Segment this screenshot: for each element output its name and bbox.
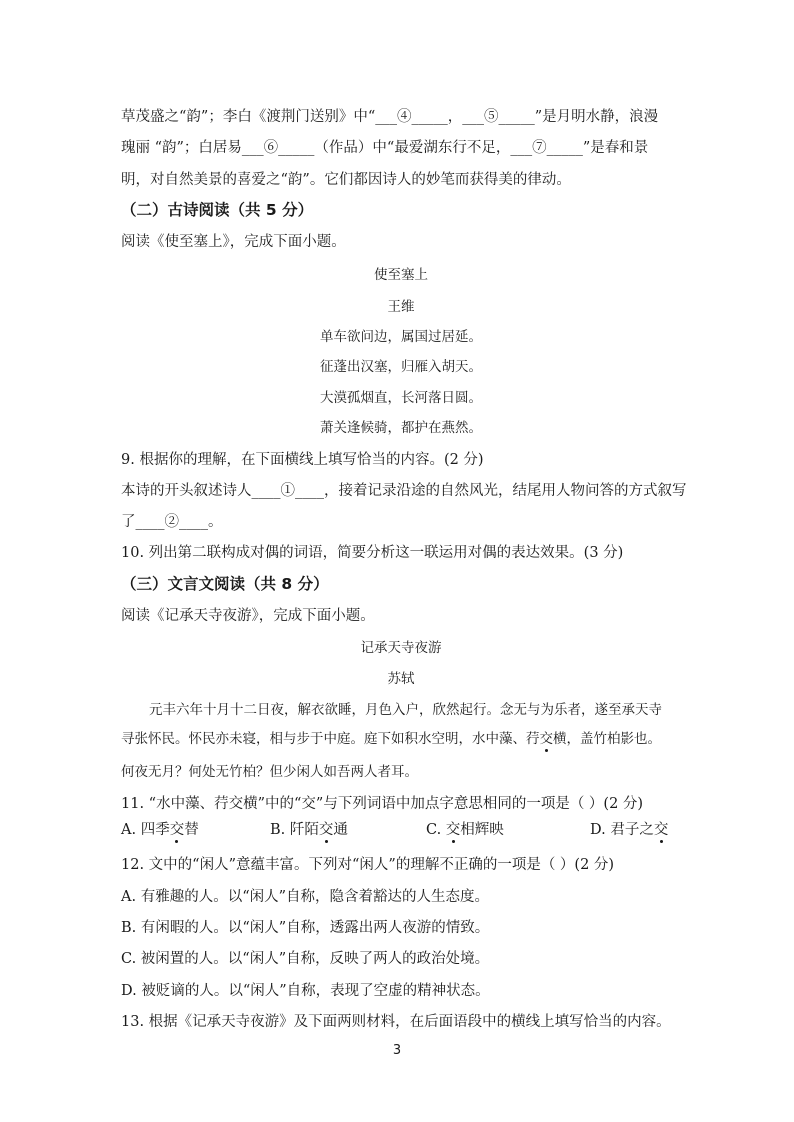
section-heading-classical: （三）文言文阅读（共 8 分） [121,575,329,593]
question-9-line-2: 了____②____。 [121,514,223,530]
intro-line-1: 草茂盛之“韵”；李白《渡荆门送别》中“___④_____，___⑤_____”是月明水静，浪漫 [121,109,659,125]
q11-option-a: A. 四季交替 [121,822,199,838]
prose-line-1: 元丰六年十月十二日夜，解衣欲睡，月色入户，欣然起行。念无与为乐者，遂至承天寺 [149,702,662,718]
question-11: 11. “水中藻、荇交横”中的“交”与下列词语中加点字意思相同的一项是（ ）(2 分) [121,796,644,812]
q11-option-c: C. 交相辉映 [426,822,504,838]
intro-line-2: 瑰丽 “韵”；白居易___⑥_____（作品）中“最爱湖东行不足，___⑦_____”是春和景 [121,140,649,156]
q12-option-d: D. 被贬谪的人。以“闲人”自称，表现了空虚的精神状态。 [121,983,490,999]
q11-option-b: B. 阡陌交通 [270,822,348,838]
prose-text: 横，盖竹柏影也。 [553,731,661,747]
poem-line: 大漠孤烟直，长河落日圆。 [320,390,482,406]
q12-option-a: A. 有雅趣的人。以“闲人”自称，隐含着豁达的人生态度。 [121,889,490,905]
question-9: 9. 根据你的理解，在下面横线上填写恰当的内容。(2 分) [121,452,484,468]
q12-option-c: C. 被闲置的人。以“闲人”自称，反映了两人的政治处境。 [121,951,490,967]
poem-line: 萧关逢候骑，都护在燕然。 [320,420,482,436]
section-heading-poetry: （二）古诗阅读（共 5 分） [121,201,314,219]
q11-option-d: D. 君子之交 [590,822,669,838]
classical-instruction: 阅读《记承天寺夜游》，完成下面小题。 [121,608,375,624]
prose-author: 苏轼 [387,671,415,687]
q12-option-b: B. 有闲暇的人。以“闲人”自称，透露出两人夜游的情致。 [121,920,490,936]
question-13: 13. 根据《记承天寺夜游》及下面两则材料，在后面语段中的横线上填写恰当的内容。 [121,1014,671,1030]
prose-line-3: 何夜无月？何处无竹柏？但少闲人如吾两人者耳。 [121,764,418,780]
prose-line-2 [121,727,681,747]
question-12: 12. 文中的“闲人”意蕴丰富。下列对“闲人”的理解不正确的一项是（ ）(2 分) [121,857,615,873]
prose-text: 寻张怀民。怀民亦未寝，相与步于中庭。庭下如积水空明，水中藻、荇 [121,731,540,747]
poem-title: 使至塞上 [374,267,428,283]
question-10: 10. 列出第二联构成对偶的词语，简要分析这一联运用对偶的表达效果。(3 分) [121,545,624,561]
question-9-line-1: 本诗的开头叙述诗人____①____，接着记录沿途的自然风光，结尾用人物问答的方式叙写 [121,483,687,499]
poetry-instruction: 阅读《使至塞上》，完成下面小题。 [121,234,346,250]
poem-line: 征蓬出汉塞，归雁入胡天。 [320,359,482,375]
intro-line-3: 明，对自然美景的喜爱之“韵”。它们都因诗人的妙笔而获得美的律动。 [121,172,571,188]
page-number: 3 [392,1043,402,1058]
prose-title: 记承天寺夜游 [360,640,442,656]
poem-line: 单车欲问边，属国过居延。 [320,329,482,345]
emphasis-char: 交 [539,731,553,747]
poem-author: 王维 [387,299,415,315]
